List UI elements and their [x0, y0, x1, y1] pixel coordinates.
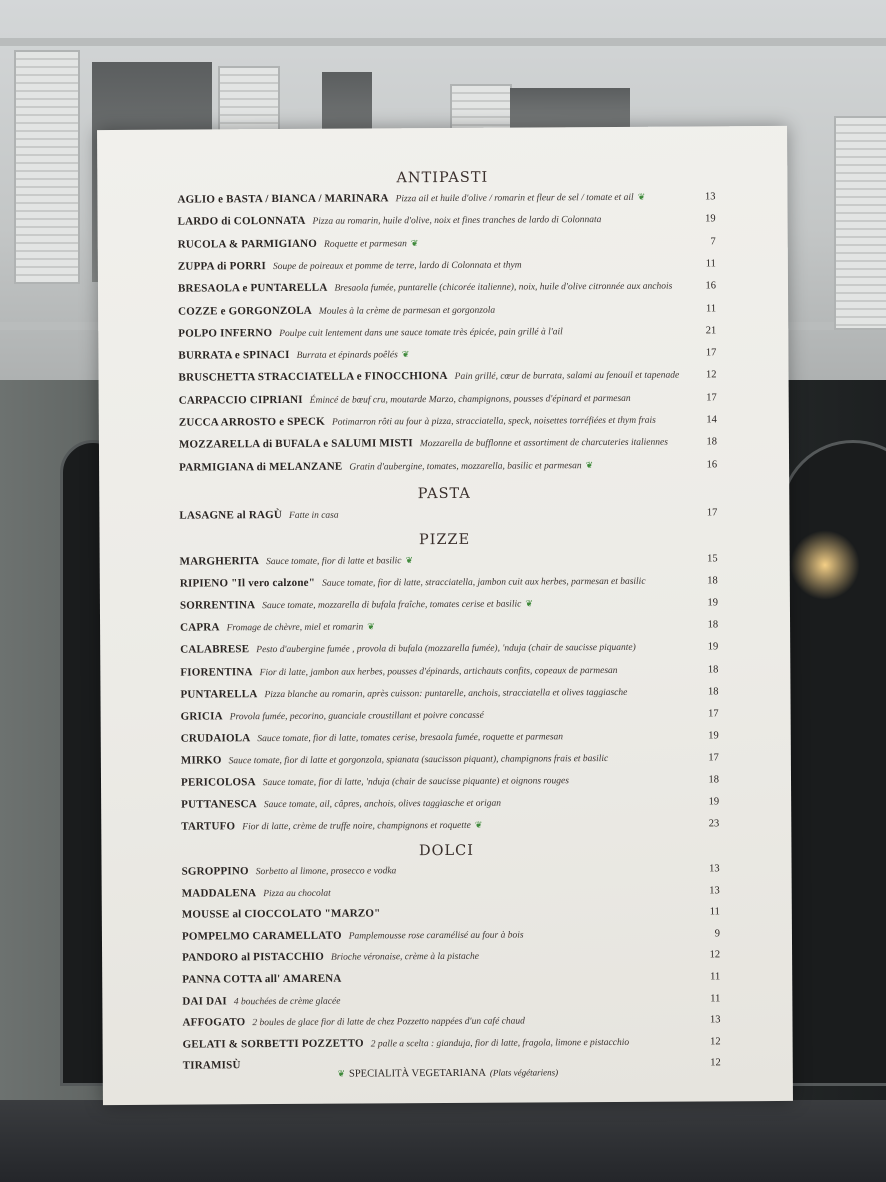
- leaf-icon: ❦: [401, 350, 410, 361]
- menu-item-description: Burrata et épinards poêlés: [296, 350, 398, 361]
- legend-note: (Plats végétariens): [489, 1067, 559, 1078]
- menu-item-name: PANNA COTTA all' AMARENA: [182, 972, 342, 986]
- menu-item-description: Bresaola fumée, puntarelle (chicorée italienne), noix, huile d'olive citronnée aux anchois: [334, 281, 673, 294]
- section-title-pasta: PASTA: [417, 485, 471, 503]
- menu-item: [102, 877, 792, 899]
- section-title-pizze: PIZZE: [418, 531, 471, 549]
- menu-item-name: RUCOLA & PARMIGIANO: [177, 237, 318, 251]
- menu-item-description: Poulpe cuit lentement dans une sauce tomate très épicée, pain grillé à l'ail: [279, 327, 563, 339]
- menu-item-price: 11: [710, 992, 721, 1004]
- menu-item-description: Soupe de poireaux et pomme de terre, lardo di Colonnata et thym: [273, 260, 522, 272]
- leaf-icon: ❦: [585, 460, 594, 471]
- menu-item-price: 15: [707, 553, 718, 565]
- menu-item-name: GELATI & SORBETTI POZZETTO: [182, 1037, 364, 1051]
- menu-item: [101, 745, 791, 767]
- menu-item-name: ZUCCA ARROSTO e SPECK: [178, 415, 325, 429]
- menu-item-description: Sauce tomate, mozzarella di bufala fraîche, tomates cerise et basilic: [262, 599, 522, 612]
- menu-item-price: 23: [708, 818, 720, 830]
- leaf-icon: ❦: [367, 622, 375, 633]
- menu-item-description: Sorbetto al limone, prosecco e vodka: [255, 866, 397, 878]
- menu-item-price: 18: [707, 575, 718, 587]
- menu-item-description: Mozzarella de bufflonne et assortiment de charcuteries italiennes: [419, 437, 668, 450]
- menu-item-description: Gratin d'aubergine, tomates, mozzarella, basilic et parmesan: [349, 460, 582, 473]
- menu-item-description: 2 palle a scelta : gianduja, fior di latte, fragola, limone e pistacchio: [370, 1037, 630, 1050]
- menu-item: [100, 656, 790, 678]
- menu-item-name: POLPO INFERNO: [178, 326, 273, 340]
- menu-item: [102, 985, 792, 1007]
- menu-item-description: Moules à la crème de parmesan et gorgonzola: [318, 305, 496, 317]
- menu-item-description: Sauce tomate, fior di latte, stracciatella, jambon cuit aux herbes, parmesan et basilic: [322, 576, 646, 589]
- menu-item: [101, 723, 791, 745]
- menu-item-price: 19: [707, 597, 718, 609]
- menu-item: [100, 546, 790, 568]
- menu-item-name: POMPELMO CARAMELLATO: [181, 929, 342, 943]
- menu-item-price: 17: [706, 507, 718, 519]
- menu-item-price: 21: [705, 325, 717, 337]
- menu-item: [100, 590, 790, 612]
- menu-item-description: Sauce tomate, fior di latte et basilic: [266, 556, 402, 568]
- menu-item: [103, 1029, 793, 1051]
- menu-item-price: 14: [706, 414, 717, 426]
- menu-item-description: Potimarron rôti au four à pizza, stracciatella, speck, noisettes torréfiées et thym frais: [331, 415, 656, 428]
- menu-item-price: 12: [710, 1057, 721, 1069]
- menu-item-name: FIORENTINA: [180, 665, 253, 679]
- menu-item-name: MOUSSE al CIOCCOLATO "MARZO": [181, 907, 381, 921]
- menu-item: [98, 228, 788, 250]
- menu-item: [101, 789, 791, 811]
- menu-item-price: 18: [708, 774, 720, 786]
- menu-item-name: TARTUFO: [181, 820, 236, 833]
- menu-item-description: 2 boules de glace fior di latte de chez Pozzetto nappées d'un café chaud: [252, 1016, 525, 1029]
- leaf-icon: ❦: [337, 1069, 346, 1080]
- menu-item-price: 11: [705, 302, 717, 314]
- menu-item-price: 11: [705, 258, 716, 270]
- menu-item-description: Sauce tomate, fior di latte et gorgonzola, spianata (saucisson piquant), champignons frais et basilic: [228, 753, 609, 767]
- menu-item-price: 17: [705, 347, 717, 359]
- menu-item-description: Brioche véronaise, crème à la pistache: [330, 952, 479, 964]
- menu-item-name: CALABRESE: [180, 643, 250, 657]
- leaf-icon: ❦: [410, 238, 419, 249]
- menu-item-price: 19: [708, 730, 719, 742]
- menu-item: [98, 340, 788, 362]
- menu-item-description: Sauce tomate, fior di latte, 'nduja (chair de saucisse piquante) et oignons rouges: [262, 776, 569, 789]
- menu-item-name: SGROPPINO: [181, 865, 249, 878]
- menu-item-description: Fior di latte, jambon aux herbes, pousses d'épinards, artichauts confits, copeaux de parmesan: [259, 665, 618, 678]
- menu-item-name: PUNTARELLA: [180, 687, 258, 701]
- window-sill: [0, 1100, 886, 1182]
- menu-item-name: LASAGNE al RAGÙ: [179, 508, 283, 522]
- menu-item-name: CRUDAIOLA: [180, 731, 251, 745]
- menu-item: [98, 295, 788, 317]
- leaf-icon: ❦: [474, 820, 483, 832]
- menu-item-name: TIRAMISÙ: [182, 1059, 241, 1073]
- window-shutter: [14, 50, 80, 284]
- menu-item-price: 17: [708, 708, 719, 720]
- menu-item-name: PERICOLOSA: [180, 776, 256, 789]
- menu-item: [97, 184, 787, 206]
- menu-item-name: BRUSCHETTA STRACCIATELLA e FINOCCHIONA: [178, 370, 448, 385]
- menu-item-price: 13: [704, 191, 716, 203]
- menu-item-price: 12: [706, 369, 717, 381]
- menu-item-price: 13: [709, 1014, 721, 1026]
- menu-item-name: MIRKO: [180, 754, 222, 767]
- menu-item: [101, 811, 791, 833]
- menu-item-price: 17: [706, 392, 717, 404]
- menu-item-name: PARMIGIANA di MELANZANE: [179, 460, 343, 474]
- menu-item-price: 19: [705, 213, 716, 225]
- menu-item-price: 18: [706, 436, 717, 448]
- menu-item: [102, 921, 792, 943]
- menu-item-description: Pizza ail et huile d'olive / romarin et fleur de sel / tomate et ail: [395, 192, 634, 205]
- menu-item-name: PANDORO al PISTACCHIO: [182, 951, 325, 965]
- menu-item-price: 18: [707, 619, 719, 631]
- menu-item: [99, 407, 789, 429]
- menu-item-description: Sauce tomate, fior di latte, tomates cerise, bresaola fumée, roquette et parmesan: [257, 732, 564, 744]
- menu-item-price: 18: [707, 663, 719, 675]
- menu-item-price: 16: [705, 280, 717, 292]
- menu-item-price: 7: [710, 235, 716, 247]
- menu-item: [102, 942, 792, 964]
- legend-label: SPECIALITÀ VEGETARIANA: [348, 1067, 486, 1080]
- menu-item-name: CAPRA: [180, 621, 220, 634]
- menu-item-description: Pizza blanche au romarin, après cuisson: puntarelle, anchois, stracciatella et olives taggiasche: [264, 687, 628, 700]
- menu-item-name: LARDO di COLONNATA: [177, 215, 306, 228]
- menu-item: [102, 1007, 792, 1029]
- menu-item: [98, 273, 788, 295]
- menu-item-name: PUTTANESCA: [181, 798, 257, 811]
- menu-item: [102, 899, 792, 921]
- menu-item-description: Fromage de chèvre, miel et romarin: [226, 622, 364, 634]
- menu-item-description: Provola fumée, pecorino, guanciale croustillant et poivre concassé: [229, 710, 484, 723]
- menu-item-name: BURRATA e SPINACI: [178, 349, 290, 362]
- menu-item-description: Sauce tomate, ail, câpres, anchois, olives taggiasche et origan: [263, 798, 502, 811]
- menu-item: [99, 451, 789, 473]
- menu-item-name: MOZZARELLA di BUFALA e SALUMI MISTI: [178, 437, 413, 451]
- leaf-icon: ❦: [525, 599, 533, 610]
- menu-item-description: Roquette et parmesan: [323, 238, 407, 250]
- cornice: [0, 38, 886, 46]
- menu-item-name: BRESAOLA e PUNTARELLA: [177, 281, 328, 295]
- menu-item: [100, 678, 790, 700]
- menu-item-price: 11: [709, 906, 720, 918]
- menu-item: [100, 634, 790, 656]
- menu-item-price: 18: [707, 685, 719, 697]
- menu-item: [101, 767, 791, 789]
- menu-item: [102, 964, 792, 986]
- menu-item-name: MADDALENA: [181, 886, 257, 900]
- menu-item: [100, 612, 790, 634]
- menu-item: [99, 500, 789, 522]
- menu-item: [99, 429, 789, 451]
- menu-item-price: 19: [707, 641, 719, 653]
- menu-item: [99, 385, 789, 407]
- leaf-icon: ❦: [405, 556, 414, 567]
- menu-item: [98, 251, 788, 273]
- menu-sheet: [97, 126, 793, 1105]
- menu-item-price: 16: [706, 458, 718, 470]
- menu-item-name: COZZE e GORGONZOLA: [178, 304, 312, 318]
- menu-item-description: Pamplemousse rose caramélisé au four à bois: [348, 930, 524, 942]
- section-title-antipasti: ANTIPASTI: [396, 169, 489, 187]
- lamp-glow: [790, 530, 860, 600]
- menu-item-description: Pain grillé, cœur de burrata, salami au fenouil et tapenade: [454, 370, 680, 383]
- menu-item-name: CARPACCIO CIPRIANI: [178, 393, 303, 407]
- menu-item: [98, 206, 788, 228]
- menu-item-name: GRICIA: [180, 710, 223, 723]
- menu-item-description: 4 bouchées de crème glacée: [233, 996, 341, 1007]
- menu-item-description: Émincé de bœuf cru, moutarde Marzo, champignons, pousses d'épinard et parmesan: [309, 393, 631, 406]
- menu-item: [101, 856, 791, 878]
- menu-item: [98, 318, 788, 340]
- menu-item-price: 11: [710, 971, 721, 983]
- menu-item-price: 17: [708, 752, 719, 764]
- menu-item-price: 12: [710, 1036, 721, 1048]
- menu-item-price: 13: [709, 863, 720, 875]
- menu-item-description: Pesto d'aubergine fumée , provola di bufala (mozzarella fumée), 'nduja (chair de saucisse piquante): [256, 643, 636, 656]
- menu-item-name: DAI DAI: [182, 994, 227, 1008]
- menu-item-description: Fior di latte, crème de truffe noire, champignons et roquette: [242, 821, 471, 833]
- leaf-icon: ❦: [637, 192, 646, 203]
- menu-item-name: RIPIENO "Il vero calzone": [179, 576, 316, 590]
- menu-item-description: Fatte in casa: [288, 510, 339, 521]
- menu-item: [101, 701, 791, 723]
- menu-item-price: 9: [714, 928, 720, 940]
- menu-item: [100, 568, 790, 590]
- menu-item-name: SORRENTINA: [179, 599, 256, 612]
- menu-item-price: 19: [708, 796, 720, 808]
- menu-item-description: Pizza au chocolat: [263, 888, 331, 899]
- menu-item-name: ZUPPA di PORRI: [177, 259, 267, 273]
- menu-item-description: Pizza au romarin, huile d'olive, noix et fines tranches de lardo di Colonnata: [312, 215, 602, 228]
- menu-item-name: AGLIO e BASTA / BIANCA / MARINARA: [177, 192, 389, 206]
- menu-item-name: AFFOGATO: [182, 1016, 246, 1029]
- menu-item-price: 12: [709, 949, 721, 961]
- window-shutter: [834, 116, 886, 330]
- menu-item: [98, 362, 788, 384]
- menu-item-name: MARGHERITA: [179, 555, 260, 568]
- section-title-dolci: DOLCI: [418, 842, 474, 860]
- menu-item-price: 13: [709, 884, 720, 896]
